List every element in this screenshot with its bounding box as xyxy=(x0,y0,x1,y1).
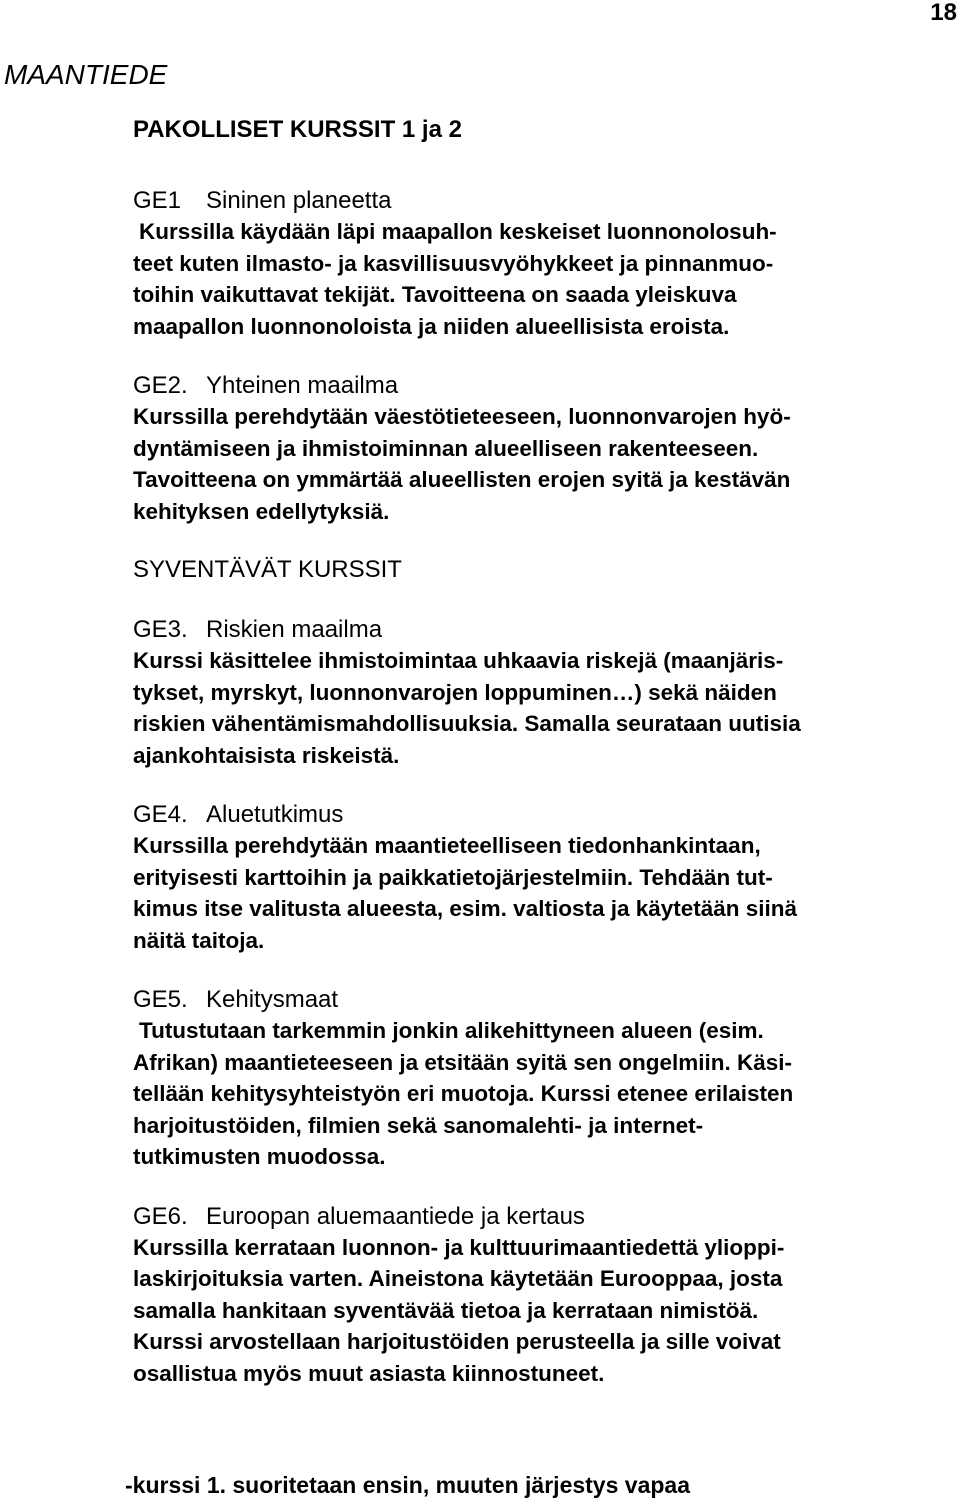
course-description xyxy=(133,1015,933,1173)
course-code: GE3. xyxy=(133,616,188,643)
course-name: Sininen planeetta xyxy=(206,187,392,214)
description-line: Kurssi käsittelee ihmistoimintaa uhkaavia riskejä (maanjäris- xyxy=(133,648,784,673)
description-line: samalla hankitaan syventävää tietoa ja kerrataan nimistöä. xyxy=(133,1297,759,1323)
course-title xyxy=(133,614,933,645)
description-line: laskirjoituksia varten. Aineistona käytetään Eurooppaa, josta xyxy=(133,1266,783,1291)
course-description xyxy=(133,216,933,342)
course-code: GE2. xyxy=(133,372,188,399)
footnote: -kurssi 1. suoritetaan ensin, muuten järjestys vapaa xyxy=(125,1472,690,1498)
mandatory-courses-heading: PAKOLLISET KURSSIT 1 ja 2 xyxy=(133,116,462,143)
course-title xyxy=(133,799,933,830)
course-title xyxy=(133,185,933,216)
description-line: Tavoitteena on ymmärtää alueellisten erojen syitä ja kestävän xyxy=(133,467,791,492)
course-ge4 xyxy=(133,799,933,956)
course-ge1 xyxy=(133,185,933,342)
course-name: Kehitysmaat xyxy=(206,986,339,1013)
course-title xyxy=(133,1201,933,1232)
description-line: Tutustutaan tarkemmin jonkin alikehittyneen alueen (esim. xyxy=(139,1018,764,1043)
course-description xyxy=(133,830,933,956)
course-name: Riskien maailma xyxy=(206,616,383,643)
course-name: Yhteinen maailma xyxy=(206,372,399,399)
course-description xyxy=(133,645,933,771)
description-line: Kurssilla perehdytään väestötieteeseen, luonnonvarojen hyö- xyxy=(133,404,791,429)
description-line: Kurssilla kerrataan luonnon- ja kulttuurimaantiedettä ylioppi- xyxy=(133,1234,785,1260)
description-line: tutkimusten muodossa. xyxy=(133,1144,386,1169)
description-line: dyntämiseen ja ihmistoiminnan alueelliseen rakenteeseen. xyxy=(133,435,759,461)
description-line: toihin vaikuttavat tekijät. Tavoitteena on saada yleiskuva xyxy=(133,282,737,307)
course-code: GE6. xyxy=(133,1202,188,1230)
course-code: GE1 xyxy=(133,187,182,214)
description-line: kimus itse valitusta alueesta, esim. valtiosta ja käytetään siinä xyxy=(133,896,798,921)
course-ge6 xyxy=(133,1201,933,1390)
course-code: GE5. xyxy=(133,986,188,1013)
course-title xyxy=(133,984,933,1015)
description-line: Kurssilla perehdytään maantieteelliseen tiedonhankintaan, xyxy=(133,833,761,858)
description-line: Kurssi arvostellaan harjoitustöiden perusteella ja sille voivat xyxy=(133,1329,781,1354)
course-description xyxy=(133,1232,933,1390)
course-code: GE4. xyxy=(133,801,188,828)
description-line: ajankohtaisista riskeistä. xyxy=(133,742,400,768)
course-description xyxy=(133,401,933,527)
description-line: erityisesti karttoihin ja paikkatietojärjestelmiin. Tehdään tut- xyxy=(133,864,773,890)
description-line: harjoitustöiden, filmien sekä sanomalehti- ja internet- xyxy=(133,1112,704,1138)
page-number: 18 xyxy=(930,0,957,26)
advanced-courses-heading: SYVENTÄVÄT KURSSIT xyxy=(133,556,402,583)
description-line: kehityksen edellytyksiä. xyxy=(133,498,390,524)
course-name: Euroopan aluemaantiede ja kertaus xyxy=(206,1202,585,1230)
description-line: Afrikan) maantieteeseen ja etsitään syitä sen ongelmiin. Käsi- xyxy=(133,1049,792,1075)
description-line: näitä taitoja. xyxy=(133,927,265,953)
document-body xyxy=(133,115,933,1417)
course-name: Aluetutkimus xyxy=(206,801,344,828)
description-line: maapallon luonnonoloista ja niiden alueellisista eroista. xyxy=(133,313,730,339)
course-ge2 xyxy=(133,370,933,527)
course-title xyxy=(133,370,933,401)
description-line: teet kuten ilmasto- ja kasvillisuusvyöhykkeet ja pinnanmuo- xyxy=(133,250,774,276)
description-line: tykset, myrskyt, luonnonvarojen loppuminen…) sekä näiden xyxy=(133,679,777,705)
description-line: Kurssilla käydään läpi maapallon keskeiset luonnonolosuh- xyxy=(139,219,777,244)
subject-title: MAANTIEDE xyxy=(4,59,168,90)
description-line: riskien vähentämismahdollisuuksia. Samalla seurataan uutisia xyxy=(133,711,801,736)
description-line: tellään kehitysyhteistyön eri muotoja. Kurssi etenee erilaisten xyxy=(133,1081,794,1106)
course-ge5 xyxy=(133,984,933,1173)
course-ge3 xyxy=(133,614,933,771)
description-line: osallistua myös muut asiasta kiinnostuneet. xyxy=(133,1360,605,1386)
